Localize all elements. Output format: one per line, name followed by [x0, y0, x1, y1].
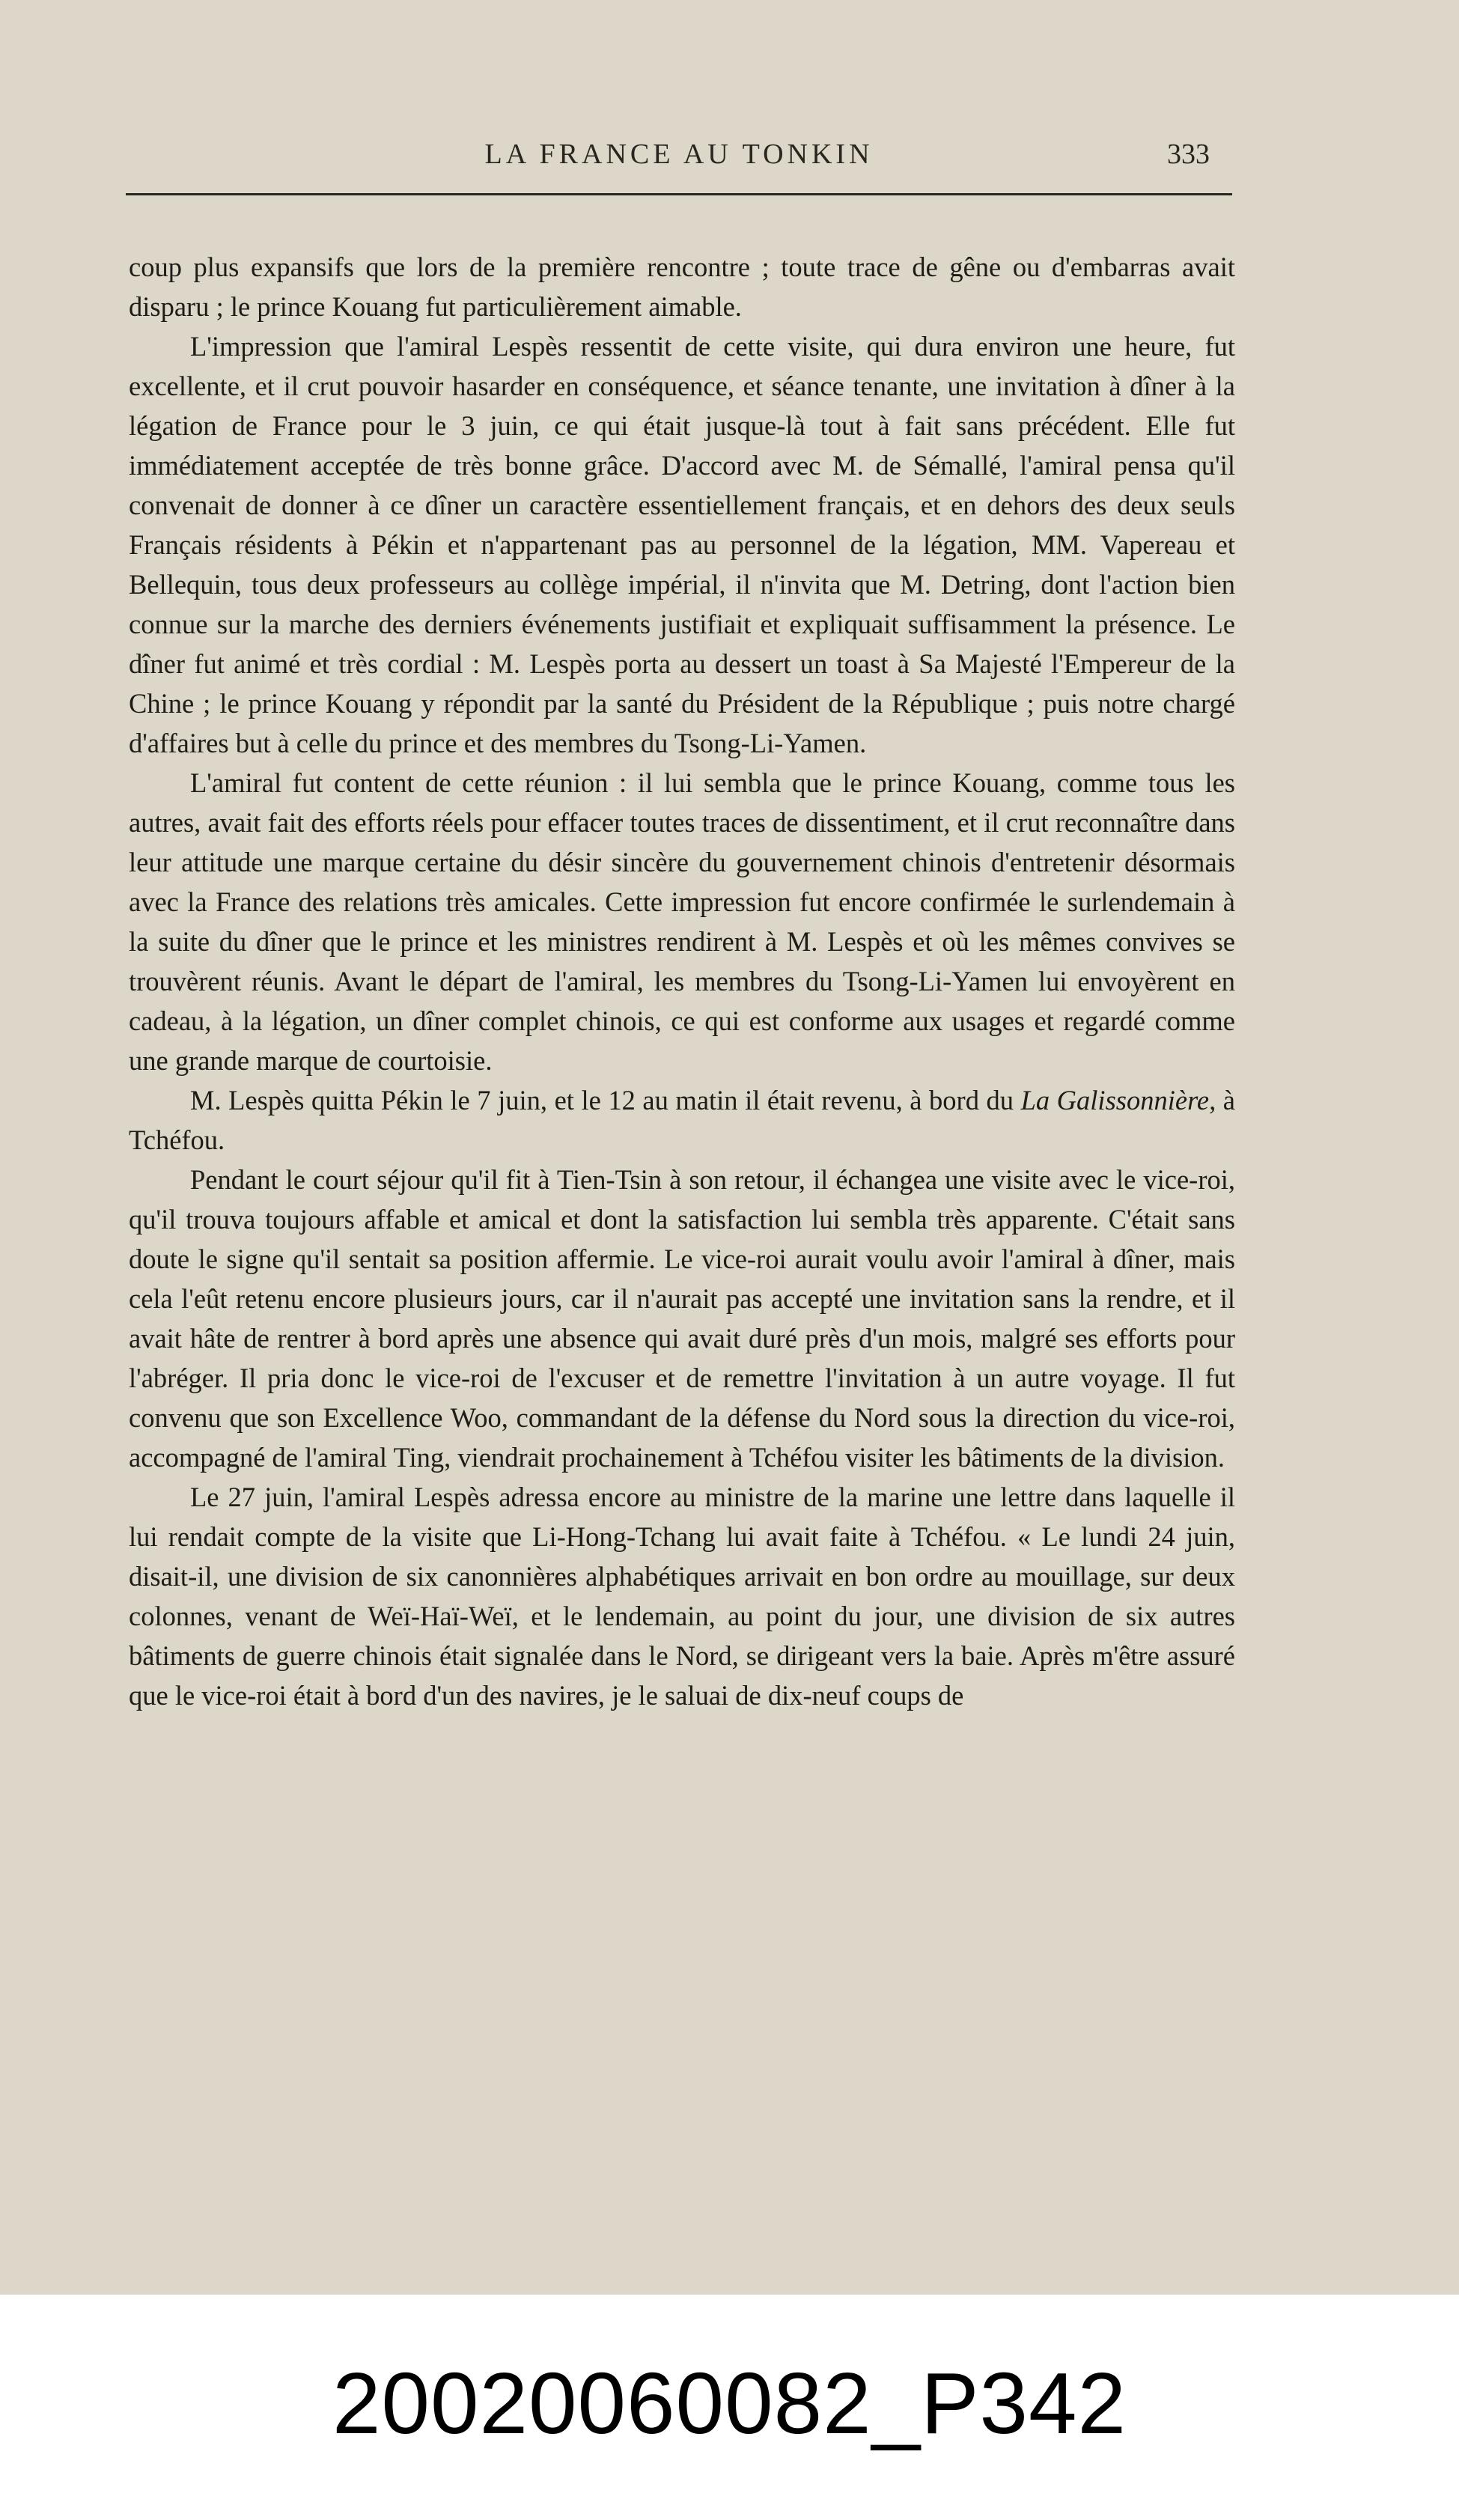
paragraph-4-text-a: M. Lespès quitta Pékin le 7 juin, et le 12 au matin il était revenu, à bord du — [190, 1085, 1021, 1116]
paragraph-3: L'amiral fut content de cette réunion : il lui sembla que le prince Kouang, comme tous les autres, avait fait des efforts réels pour effacer toutes traces de dissentiment, et il crut reconnaître dans leur attitude une marque certaine du désir sincère du gouvernement chinois d'entretenir désormais avec la France des relations très amicales. Cette impression fut encore confirmée le surlendemain à la suite du dîner que le prince et les ministres rendirent à M. Lespès et où les mêmes convives se trouvèrent réunis. Avant le départ de l'amiral, les membres du Tsong-Li-Yamen lui envoyèrent en cadeau, à la légation, un dîner complet chinois, ce qui est conforme aux usages et regardé comme une grande marque de courtoisie. — [129, 767, 1235, 1076]
paragraph-4-text-b: à Tchéfou. — [129, 1085, 1236, 1155]
header-rule — [126, 193, 1232, 195]
body-text — [129, 247, 1235, 1715]
page-number: 333 — [1167, 139, 1210, 170]
paragraph-4 — [129, 1080, 1235, 1160]
running-head — [126, 135, 1232, 180]
paragraph-5: Pendant le court séjour qu'il fit à Tien-Tsin à son retour, il échangea une visite avec le vice-roi, qu'il trouva toujours affable et amical et dont la satisfaction lui sembla très apparente. C'était sans doute le signe qu'il sentait sa position affermie. Le vice-roi aurait voulu avoir l'amiral à dîner, mais cela l'eût retenu encore plusieurs jours, car il n'aurait pas accepté une invitation sans la rendre, et il avait hâte de rentrer à bord après une absence qui avait duré près d'un mois, malgré ses efforts pour l'abréger. Il pria donc le vice-roi de l'excuser et de remettre l'invitation à un autre voyage. Il fut convenu que son Excellence Woo, commandant de la défense du Nord sous la direction du vice-roi, accompagné de l'amiral Ting, viendrait prochainement à Tchéfou visiter les bâtiments de la division. — [129, 1164, 1235, 1473]
scan-identifier: 20020060082_P342 — [332, 2355, 1127, 2452]
running-title: LA FRANCE AU TONKIN — [484, 139, 874, 170]
paragraph-2: L'impression que l'amiral Lespès ressentit de cette visite, qui dura environ une heure, fut excellente, et il crut pouvoir hasarder en conséquence, et séance tenante, une invitation à dîner à la légation de France pour le 3 juin, ce qui était jusque-là tout à fait sans précédent. Elle fut immédiatement acceptée de très bonne grâce. D'accord avec M. de Sémallé, l'amiral pensa qu'il convenait de donner à ce dîner un caractère essentiellement français, et en dehors des deux seuls Français résidents à Pékin et n'appartenant pas au personnel de la légation, MM. Vapereau et Bellequin, tous deux professeurs au collège impérial, il n'invita que M. Detring, dont l'action bien connue sur la marche des derniers événements justifiait et expliquait suffisamment la présence. Le dîner fut animé et très cordial : M. Lespès porta au dessert un toast à Sa Majesté l'Empereur de la Chine ; le prince Kouang y répondit par la santé du Président de la République ; puis notre chargé d'affaires but à celle du prince et des membres du Tsong-Li-Yamen. — [129, 331, 1235, 758]
paragraph-1: coup plus expansifs que lors de la première rencontre ; toute trace de gêne ou d'embarras avait disparu ; le prince Kouang fut particulièrement aimable. — [129, 252, 1235, 322]
paragraph-6: Le 27 juin, l'amiral Lespès adressa encore au ministre de la marine une lettre dans laquelle il lui rendait compte de la visite que Li-Hong-Tchang lui avait faite à Tchéfou. « Le lundi 24 juin, disait-il, une division de six canonnières alphabétiques arrivait en bon ordre au mouillage, sur deux colonnes, venant de Weï-Haï-Weï, et le lendemain, au point du jour, une division de six autres bâtiments de guerre chinois était signalée dans le Nord, se dirigeant vers la baie. Après m'être assuré que le vice-roi était à bord d'un des navires, je le saluai de dix-neuf coups de — [129, 1482, 1235, 1711]
ship-name: La Galissonnière, — [1020, 1085, 1216, 1116]
